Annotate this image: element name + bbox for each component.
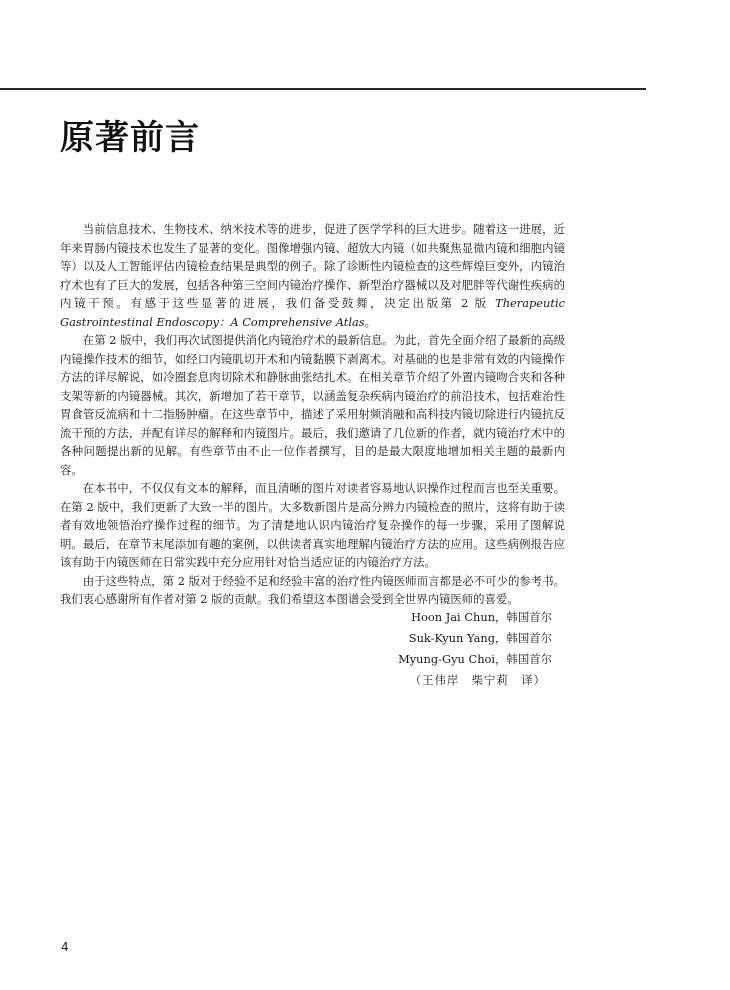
paragraph-1-end: 。: [364, 314, 377, 329]
translator-credit: （王伟岸 柴宁莉 译）: [409, 673, 546, 687]
paragraph-2: 在第 2 版中，我们再次试图提供消化内镜治疗术的最新信息。为此，首先全面介绍了最新的高级内镜操作技术的细节，如经口内镜肌切开术和内镜黏膜下剥离术。对基础的也是非常有效的内镜操作方法的详尽解说，如冷圈套息肉切除术和静脉曲张结扎术。在相关章节介绍了外置内镜吻合夹和各种支架等新的内镜器械。其次，新增加了若干章节，以涵盖复杂疾病内镜治疗的前沿技术，包括难治性胃食管反流病和十二指肠肿瘤。在这些章节中，描述了采用射频消融和高科技内镜切除进行内镜抗反流干预的方法，并配有详尽的解释和内镜图片。最后，我们邀请了几位新的作者，就内镜治疗术中的各种问题提出新的见解。有些章节由不止一位作者撰写，目的是最大限度地增加相关主题的最新内容。: [60, 333, 565, 477]
author-signatures: [398, 607, 552, 691]
signature-line-3: Myung-Gyu Choi，韩国首尔: [398, 652, 552, 666]
header-rule: [0, 88, 646, 90]
paragraph-4: 由于这些特点，第 2 版对于经验不足和经验丰富的治疗性内镜医师而言都是必不可少的参考书。我们衷心感谢所有作者对第 2 版的贡献。我们希望这本图谱会受到全世界内镜医师的喜爱。: [60, 573, 565, 606]
preface-body: [60, 220, 565, 609]
page-number: 4: [61, 940, 69, 954]
paragraph-1: [60, 220, 565, 331]
paragraph-3: 在本书中，不仅仅有文本的解释，而且清晰的图片对读者容易地认识操作过程而言也至关重要。在第 2 版中，我们更新了大致一半的图片。大多数新图片是高分辨力内镜检查的照片，这将有助于读者有效地领悟治疗操作过程的细节。为了清楚地认识内镜治疗复杂操作的每一步骤，采用了图解说明。最后，在章节末尾添加有趣的案例，以供读者真实地理解内镜治疗方法的应用。这些病例报告应该有助于内镜医师在日常实践中充分应用针对恰当适应证的内镜治疗方法。: [60, 481, 565, 569]
signature-line-2: Suk-Kyun Yang，韩国首尔: [408, 631, 552, 645]
page-title: 原著前言: [60, 118, 200, 158]
book-title-italic: Therapeutic Gastrointestinal Endoscopy：A Comprehensive Atlas: [60, 296, 565, 329]
signature-line-1: Hoon Jai Chun，韩国首尔: [411, 610, 552, 624]
paragraph-1-text: 当前信息技术、生物技术、纳米技术等的进步，促进了医学学科的巨大进步。随着这一进展，近年来胃肠内镜技术也发生了显著的变化。图像增强内镜、超放大内镜（如共聚焦显微内镜和细胞内镜等）以及人工智能评估内镜检查结果是典型的例子。除了诊断性内镜检查的这些辉煌巨变外，内镜治疗术也有了巨大的发展，包括各种第三空间内镜治疗操作、新型治疗器械以及对肥胖等代谢性疾病的内镜干预。有感于这些显著的进展，我们备受鼓舞，决定出版第 2 版: [60, 222, 565, 310]
